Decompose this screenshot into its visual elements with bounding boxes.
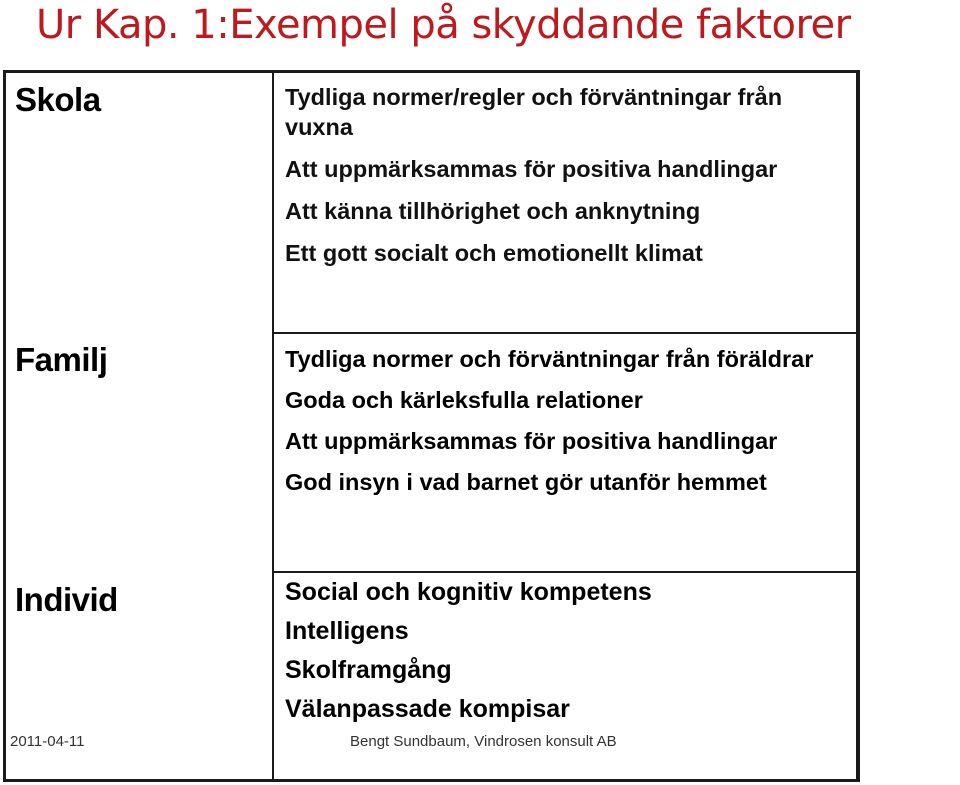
row-divider — [272, 571, 856, 573]
list-item: God insyn i vad barnet gör utanför hemmet — [285, 469, 767, 495]
list-item: Tydliga normer och förväntningar från föräldrar — [285, 346, 814, 372]
list-item: Välanpassade kompisar — [285, 695, 570, 723]
list-item: Tydliga normer/regler och förväntningar från vuxna — [285, 84, 783, 140]
individ-factors-list — [285, 578, 848, 734]
row-label-familj: Familj — [15, 341, 108, 378]
skola-factors-list — [285, 82, 848, 280]
footer-author: Bengt Sundbaum, Vindrosen konsult AB — [350, 733, 617, 750]
column-divider — [272, 73, 274, 779]
list-item: Goda och kärleksfulla relationer — [285, 387, 643, 413]
factors-table — [3, 70, 860, 782]
row-divider — [272, 332, 856, 334]
familj-factors-list — [285, 344, 848, 508]
list-item: Intelligens — [285, 617, 409, 645]
list-item: Skolframgång — [285, 656, 452, 684]
footer-date: 2011-04-11 — [10, 733, 85, 750]
list-item: Att känna tillhörighet och anknytning — [285, 198, 701, 224]
list-item: Ett gott socialt och emotionellt klimat — [285, 240, 703, 266]
row-label-skola: Skola — [15, 81, 101, 118]
list-item: Att uppmärksammas för positiva handlingar — [285, 156, 778, 182]
row-label-individ: Individ — [15, 581, 118, 618]
slide-title: Ur Kap. 1:Exempel på skyddande faktorer — [36, 2, 851, 48]
list-item: Social och kognitiv kompetens — [285, 578, 652, 606]
list-item: Att uppmärksammas för positiva handlingar — [285, 428, 778, 454]
